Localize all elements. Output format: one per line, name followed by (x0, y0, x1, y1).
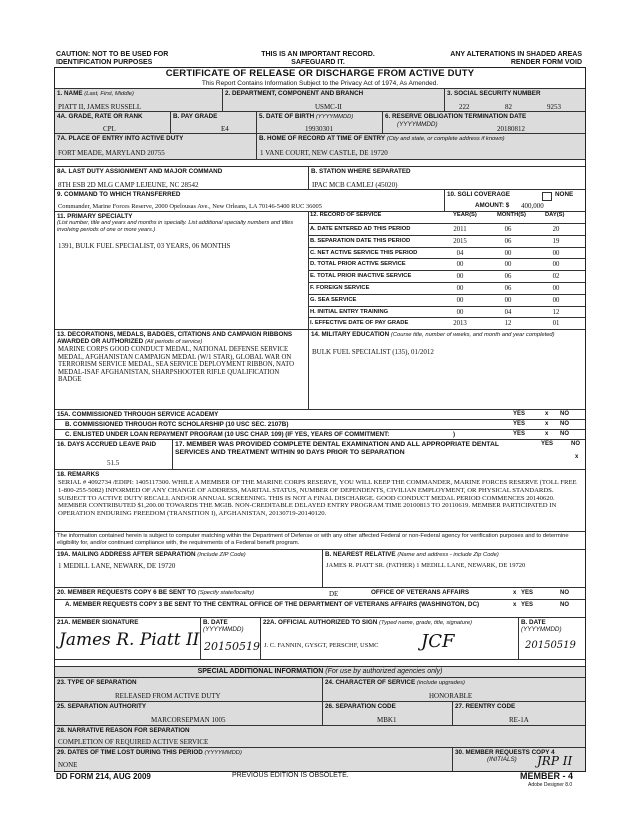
field-2-department (223, 88, 445, 112)
designer-note: Adobe Designer 8.0 (528, 782, 573, 788)
row-months: 04 (504, 308, 512, 316)
row-days: 00 (552, 261, 560, 269)
row-days: 12 (552, 308, 560, 316)
field-20a-label: A. MEMBER REQUESTS COPY 3 BE SENT TO THE CENTRAL OFFICE OF THE DEPARTMENT OF VETERANS AFFAIRS (WASHINGTON, DC) (65, 601, 480, 608)
privacy-notice-text: The information contained herein is subject to computer matching within the Department of Defense or with any other affected Federal or non-Federal agency for verification purposes and to determine eligibility for, and/or continued compliance with, the requirements of a Federal benefit program. (57, 533, 569, 546)
field-20a-yes[interactable]: YES (521, 602, 534, 608)
field-1-label: 1. NAME (57, 90, 83, 97)
remarks-value: SERIAL # 4092734 /EDIPI: 1405117300. WHILE A MEMBER OF THE MARINE CORPS RESERVE, YOU WILL KEEP THE COMMANDER, MARINE FORCES RESERVE (TOLL FREE 1-800-255-5082) INFORMED OF ANY CHANGE OF ADDRESS, MARITAL STATUS, NUMBER OF DEPENDENTS, CIVILIAN EMPLOYMENT, OR PHYSICAL STANDARDS. SUBJECT TO ACTIVE DUTY RECALL AND/OR ANNUAL SCREENING. THIS IS NOT A FINAL DISCHARGE. GOOD CONDUCT MEDAL PERIOD COMMENCES 20140620. MEMBER CONTRIBUTED $1,200.00 TOWARDS THE MGIB. NON-CREDITABLE DELAYED ENTRY PROGRAM TIME 20100813 TO 20110619. MEMBER PARTICIPATED IN OPERATION ENDURING FREEDOM (TRANSITION I), AFGHANISTAN, 20130719-20140120. (58, 479, 577, 518)
row-days: 00 (552, 296, 560, 304)
command-value: Commander, Marine Forces Reserve, 2000 Opelousas Ave., New Orleans, LA 70146-5400 RUC 36005 (58, 203, 322, 210)
record-of-service-row (309, 317, 585, 329)
field-21b-label: B. DATE (203, 619, 228, 626)
row-months: 06 (504, 273, 512, 281)
field-22a-label: 22A. OFFICIAL AUTHORIZED TO SIGN (263, 619, 378, 626)
record-of-service-row (309, 294, 585, 306)
paygrade-value: E4 (221, 125, 229, 133)
field-29-hint: (YYYYMMDD) (204, 750, 242, 756)
special-info-hint: (For use by authorized agencies only) (325, 668, 443, 675)
record-of-service-row (309, 223, 585, 235)
copy-designation: MEMBER - 4 (520, 771, 574, 781)
field-19a-mailing-address (55, 550, 323, 588)
record-of-service-row (309, 247, 585, 259)
field-22b-date (519, 618, 585, 660)
field-15c-mark[interactable]: x (545, 431, 549, 437)
field-17-mark[interactable]: x (575, 454, 579, 460)
field-21a-label: 21A. MEMBER SIGNATURE (57, 619, 139, 626)
col-years: YEAR(S) (453, 212, 477, 218)
field-28-label: 28. NARRATIVE REASON FOR SEPARATION (57, 727, 190, 734)
field-1-name (55, 88, 223, 112)
field-6-hint: (YYYYMMDD) (397, 121, 438, 128)
last-duty-value: 8TH ESB 2D MLG CAMP LEJEUNE, NC 28542 (58, 181, 199, 189)
field-1-hint: (Last, First, Middle) (84, 91, 134, 97)
special-info-title: SPECIAL ADDITIONAL INFORMATION (197, 668, 324, 675)
field-19a-hint: (Include ZIP Code) (197, 552, 246, 558)
mailing-address-value: 1 MEDILL LANE, NEWARK, DE 19720 (58, 562, 176, 570)
alterations-note: ANY ALTERATIONS IN SHADED AREAS RENDER FORM VOID (450, 51, 582, 66)
field-27-reentry-code (453, 702, 585, 726)
row-label: C. NET ACTIVE SERVICE THIS PERIOD (310, 249, 418, 256)
field-15a (55, 410, 585, 420)
field-9-label: 9. COMMAND TO WHICH TRANSFERRED (57, 191, 181, 198)
record-of-service-row (309, 306, 585, 318)
row-months: 06 (504, 237, 512, 245)
official-name-value: J. C. FANNIN, GYSGT, PERSCHF, USMC (264, 642, 379, 649)
member-signature-date: 20150519 (204, 640, 260, 653)
field-8b-station (309, 166, 585, 190)
record-of-service-row (309, 235, 585, 247)
row-label: A. DATE ENTERED AD THIS PERIOD (310, 226, 411, 232)
field-20a-no[interactable]: NO (560, 602, 569, 608)
character-value: HONORABLE (429, 692, 473, 700)
row-months: 00 (504, 261, 512, 269)
field-25-label: 25. SEPARATION AUTHORITY (57, 703, 147, 710)
row-days: 00 (552, 249, 560, 257)
field-7a-label: 7A. PLACE OF ENTRY INTO ACTIVE DUTY (57, 135, 184, 142)
field-15c-label: C. ENLISTED UNDER LOAN REPAYMENT PROGRAM (10 USC CHAP. 109) (IF YES, YEARS OF COMMITMENT: (65, 431, 390, 438)
copy6-office: OFFICE OF VETERANS AFFAIRS (371, 589, 470, 596)
row-label: E. TOTAL PRIOR INACTIVE SERVICE (310, 273, 412, 280)
copy6-state-value: DE (329, 590, 339, 598)
field-9-command (55, 190, 445, 212)
form-title: CERTIFICATE OF RELEASE OR DISCHARGE FROM ACTIVE DUTY (165, 68, 475, 79)
field-11-label: 11. PRIMARY SPECIALTY (57, 213, 133, 220)
field-24-label: 24. CHARACTER OF SERVICE (325, 679, 416, 686)
home-of-record-value: 1 VANE COURT, NEW CASTLE, DE 19720 (260, 149, 388, 157)
field-15b-mark[interactable]: x (545, 421, 549, 427)
grade-value: CPL (103, 125, 116, 133)
field-17-label: 17. MEMBER WAS PROVIDED COMPLETE DENTAL EXAMINATION AND ALL APPROPRIATE DENTAL SERVICES AND TREATMENT WITHIN 90 DAYS PRIOR TO SEPARATION (175, 441, 499, 456)
ssn-part-2: 82 (505, 103, 512, 111)
primary-specialty-value: 1391, BULK FUEL SPECIALIST, 03 YEARS, 06 MONTHS (58, 242, 231, 250)
row-months: 00 (504, 249, 512, 257)
station-value: IPAC MCB CAMLEJ (45020) (312, 181, 398, 189)
field-5-label: 5. DATE OF BIRTH (259, 113, 315, 120)
field-14-hint: (Course title, number of weeks, and month and year completed) (390, 332, 555, 338)
field-4b-paygrade (171, 112, 257, 134)
field-15c (55, 430, 585, 440)
field-6-label: 6. RESERVE OBLIGATION TERMINATION DATE (385, 113, 527, 120)
col-months: MONTH(S) (497, 212, 526, 218)
row-months: 12 (504, 320, 512, 328)
member-signature: James R. Piatt II (59, 630, 200, 650)
sgli-amount-label: AMOUNT: $ (475, 202, 510, 209)
field-21b-date (201, 618, 261, 660)
row-months: 06 (504, 285, 512, 292)
privacy-notice (55, 532, 585, 550)
field-27-label: 27. REENTRY CODE (455, 703, 516, 710)
place-of-entry-value: FORT MEADE, MARYLAND 20755 (58, 149, 165, 157)
row-months: 00 (504, 296, 512, 304)
field-25-authority (55, 702, 323, 726)
field-5-hint: (YYYYMMDD) (315, 114, 354, 120)
field-20-no[interactable]: NO (560, 590, 569, 596)
field-23-label: 23. TYPE OF SEPARATION (57, 679, 137, 686)
field-8a-last-duty (55, 166, 309, 190)
field-2-label: 2. DEPARTMENT, COMPONENT AND BRANCH (225, 90, 364, 97)
field-8b-label: B. STATION WHERE SEPARATED (311, 168, 411, 175)
field-29-label: 29. DATES OF TIME LOST DURING THIS PERIOD (57, 749, 203, 756)
field-15b (55, 420, 585, 430)
row-days: 00 (552, 285, 560, 292)
row-years: 00 (456, 261, 464, 269)
field-18-remarks (55, 470, 585, 532)
field-26-label: 26. SEPARATION CODE (325, 703, 396, 710)
special-info-banner (55, 666, 585, 678)
field-11-primary-specialty (55, 212, 309, 330)
row-label: I. EFFECTIVE DATE OF PAY GRADE (310, 320, 409, 327)
field-16-label: 16. DAYS ACCRUED LEAVE PAID (57, 441, 157, 448)
row-years: 00 (456, 285, 464, 292)
row-label: G. SEA SERVICE (310, 296, 357, 303)
edition-note: PREVIOUS EDITION IS OBSOLETE. (232, 772, 349, 779)
authority-value: MARCORSEPMAN 1005 (151, 716, 226, 724)
official-signature-date: 20150519 (525, 640, 576, 651)
reserve-date-value: 20180812 (497, 125, 525, 133)
field-15b-no[interactable]: NO (560, 421, 569, 427)
row-years: 00 (456, 308, 464, 316)
field-19b-nearest-relative (323, 550, 585, 588)
record-of-service-row (309, 258, 585, 270)
row-years: 2015 (453, 237, 467, 245)
field-15a-no[interactable]: NO (560, 411, 569, 417)
field-20-mark[interactable]: x (513, 590, 517, 596)
official-signature: JCF (421, 631, 455, 652)
field-15a-label: 15A. COMMISSIONED THROUGH SERVICE ACADEMY (57, 411, 219, 418)
field-7a-place-of-entry (55, 134, 257, 160)
field-20-label: 20. MEMBER REQUESTS COPY 6 BE SENT TO (57, 589, 197, 596)
field-19b-hint: (Name and address - include Zip Code) (397, 552, 499, 558)
field-16-accrued-leave (55, 440, 173, 470)
field-7b-home-of-record (257, 134, 585, 160)
field-10-sgli (445, 190, 585, 212)
nearest-relative-value: JAMES R. PIATT SR. (FATHER) 1 MEDILL LANE, NEWARK, DE 19720 (326, 562, 526, 569)
narrative-value: COMPLETION OF REQUIRED ACTIVE SERVICE (58, 738, 209, 746)
field-30-hint: (INITIALS) (487, 756, 517, 763)
name-value: PIATT II, JAMES RUSSELL (58, 103, 142, 111)
field-28-narrative (55, 726, 585, 748)
row-days: 01 (552, 320, 560, 328)
ssn-part-3: 9253 (547, 103, 561, 111)
field-15c-no[interactable]: NO (560, 431, 569, 437)
field-20a-mark[interactable]: x (513, 602, 517, 608)
field-10-label: 10. SGLI COVERAGE (447, 191, 510, 198)
row-label: F. FOREIGN SERVICE (310, 285, 370, 291)
row-label: B. SEPARATION DATE THIS PERIOD (310, 237, 411, 244)
field-12-record-of-service (309, 212, 585, 330)
field-30-label: 30. MEMBER REQUESTS COPY 4 (455, 749, 555, 756)
time-lost-value: NONE (58, 761, 78, 769)
field-15a-yes[interactable]: YES (513, 411, 526, 417)
field-4a-grade (55, 112, 171, 134)
field-15c-yes[interactable]: YES (513, 431, 526, 437)
field-22a-hint: (Typed name, grade, title, signature) (379, 620, 473, 626)
field-21b-hint: (YYYYMMDD) (203, 626, 244, 633)
dob-value: 19930301 (305, 125, 333, 133)
field-20 (55, 588, 585, 600)
field-22b-hint: (YYYYMMDD) (521, 626, 562, 633)
row-years: 2013 (453, 320, 467, 328)
sgli-amount-value: 400,000 (521, 202, 544, 210)
row-years: 00 (456, 273, 464, 281)
field-22b-label: B. DATE (521, 619, 546, 626)
field-22a-official (261, 618, 519, 660)
field-7b-hint: (City and state, or complete address if known) (386, 136, 505, 142)
ssn-part-1: 222 (459, 103, 470, 111)
row-label: D. TOTAL PRIOR ACTIVE SERVICE (310, 261, 406, 268)
field-21a-member-signature (55, 618, 201, 660)
important-record-note: THIS IS AN IMPORTANT RECORD. SAFEGUARD IT. (261, 51, 375, 66)
field-19b-label: B. NEAREST RELATIVE (325, 551, 396, 558)
field-11-hint: (List number, title and years and months in specialty. List additional specialty numbers and titles involving periods of one or more years.) (57, 220, 294, 233)
field-15c-close: ) (453, 431, 456, 438)
field-24-character (323, 678, 585, 702)
separation-type-value: RELEASED FROM ACTIVE DUTY (115, 692, 221, 700)
field-13-hint: (All periods of service) (144, 339, 203, 345)
row-days: 19 (552, 237, 560, 245)
field-4a-label: 4A. GRADE, RATE OR RANK (57, 113, 143, 120)
row-years: 2011 (453, 226, 467, 233)
field-15b-label: B. COMMISSIONED THROUGH ROTC SCHOLARSHIP (10 USC SEC. 2107B) (65, 421, 289, 428)
field-15b-yes[interactable]: YES (513, 421, 526, 427)
accrued-leave-value: 51.5 (107, 459, 120, 467)
form-subtitle: This Report Contains Information Subject to the Privacy Act of 1974, As Amended. (201, 80, 439, 87)
field-3-ssn (445, 88, 585, 112)
row-label: H. INITIAL ENTRY TRAINING (310, 308, 389, 315)
field-4b-label: B. PAY GRADE (173, 113, 218, 120)
field-6-reserve (383, 112, 585, 134)
row-months: 06 (504, 226, 512, 233)
col-days: DAY(S) (545, 212, 565, 218)
department-value: USMC-II (315, 103, 342, 111)
field-12-label: 12. RECORD OF SERVICE (310, 212, 382, 218)
caution-note: CAUTION: NOT TO BE USED FOR IDENTIFICATION PURPOSES (56, 51, 169, 66)
field-14-label: 14. MILITARY EDUCATION (311, 331, 390, 338)
field-14-military-education (309, 330, 585, 410)
field-17-no[interactable]: NO (571, 441, 580, 447)
separation-code-value: MBK1 (377, 716, 397, 724)
decorations-value: MARINE CORPS GOOD CONDUCT MEDAL, NATIONAL DEFENSE SERVICE MEDAL, AFGHANISTAN CAMPAIGN MEDAL (W/1 STAR), GLOBAL WAR ON TERRORISM SERVICE MEDAL, SEA SERVICE DEPLOYMENT RIBBON, NATO MEDAL-ISAF AFGHANISTAN, SHARPSHOOTER RIFLE QUALIFICATION BADGE (58, 346, 295, 384)
row-years: 04 (456, 249, 464, 257)
field-24-hint: (include upgrades) (416, 680, 465, 686)
sgli-none-label: NONE (555, 191, 574, 198)
row-days: 02 (552, 273, 560, 281)
field-13-decorations (55, 330, 309, 410)
reentry-code-value: RE-1A (509, 716, 529, 724)
field-20a (55, 600, 585, 618)
military-education-value: BULK FUEL SPECIALIST (135), 01/2012 (312, 348, 434, 356)
form-number: DD FORM 214, AUG 2009 (56, 772, 151, 781)
field-5-dob (257, 112, 383, 134)
field-20-yes[interactable]: YES (521, 590, 534, 596)
field-20-hint: (Specify state/locality) (197, 590, 255, 596)
field-30-copy-4 (453, 748, 585, 771)
sgli-none-checkbox[interactable] (542, 192, 552, 201)
field-15a-mark[interactable]: x (545, 411, 549, 417)
field-7b-label: B. HOME OF RECORD AT TIME OF ENTRY (259, 135, 385, 142)
member-initials: JRP II (537, 754, 573, 768)
field-13-label: 13. DECORATIONS, MEDALS, BADGES, CITATIONS AND CAMPAIGN RIBBONS AWARDED OR AUTHORIZED (57, 331, 293, 345)
field-29-time-lost (55, 748, 453, 771)
field-23-separation-type (55, 678, 323, 702)
form-body (54, 67, 586, 772)
field-18-label: 18. REMARKS (57, 471, 100, 478)
field-19a-label: 19A. MAILING ADDRESS AFTER SEPARATION (57, 551, 196, 558)
row-years: 00 (456, 296, 464, 304)
field-3-label: 3. SOCIAL SECURITY NUMBER (447, 90, 541, 97)
record-of-service-header (309, 212, 585, 223)
row-days: 20 (552, 226, 560, 233)
field-17-yes[interactable]: YES (541, 441, 554, 447)
record-of-service-row (309, 270, 585, 282)
record-of-service-row (309, 282, 585, 294)
field-17-dental (173, 440, 585, 470)
field-26-separation-code (323, 702, 453, 726)
field-8a-label: 8A. LAST DUTY ASSIGNMENT AND MAJOR COMMAND (57, 168, 223, 175)
